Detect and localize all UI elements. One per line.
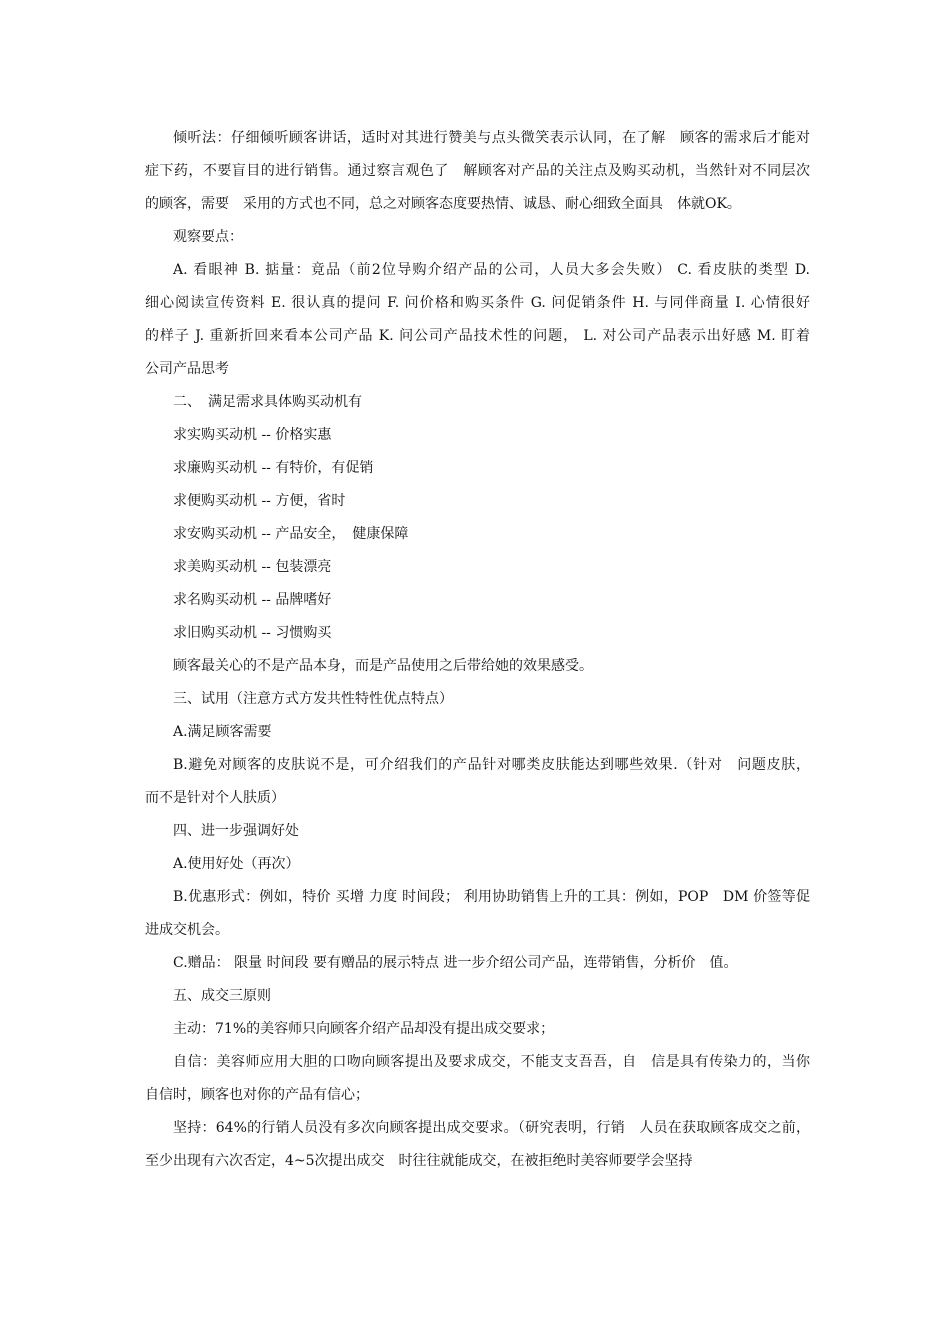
text-line: 五、成交三原则 <box>173 988 271 1004</box>
text-line: A.使用好处（再次） <box>173 856 300 872</box>
text-line: 进成交机会。 <box>145 922 229 938</box>
text-line: B.避免对顾客的皮肤说不是，可介绍我们的产品针对哪类皮肤能达到哪些效果.（针对 问题皮肤， <box>173 757 810 773</box>
text-line: 求美购买动机 -- 包装漂亮 <box>173 559 332 575</box>
text-line: 主动：71%的美容师只向顾客介绍产品却没有提出成交要求； <box>173 1021 555 1037</box>
document-body <box>145 122 810 1178</box>
text-line: C.赠品： 限量 时间段 要有赠品的展示特点 进一步介绍公司产品，连带销售，分析价 值。 <box>173 955 738 971</box>
text-line: 求廉购买动机 -- 有特价，有促销 <box>173 460 374 476</box>
text-line: 求便购买动机 -- 方便，省时 <box>173 493 346 509</box>
text-line: 求名购买动机 -- 品牌嗜好 <box>173 592 332 608</box>
text-line: 细心阅读宣传资料 E. 很认真的提问 F. 问价格和购买条件 G. 问促销条件 H. 与同伴商量 I. 心情很好 <box>145 295 810 311</box>
text-line: 三、试用（注意方式方发共性特性优点特点） <box>173 691 453 707</box>
text-line: 症下药，不要盲目的进行销售。通过察言观色了 解顾客对产品的关注点及购买动机，当然针对不同层次 <box>145 163 810 179</box>
text-line: 自信：美容师应用大胆的口吻向顾客提出及要求成交，不能支支吾吾，自 信是具有传染力的，当你 <box>173 1054 810 1070</box>
text-line: 公司产品思考 <box>145 361 229 377</box>
text-line: 观察要点： <box>173 229 243 245</box>
text-line: 自信时，顾客也对你的产品有信心； <box>145 1087 369 1103</box>
text-line: 求旧购买动机 -- 习惯购买 <box>173 625 332 641</box>
text-line: B.优惠形式：例如，特价 买增 力度 时间段； 利用协助销售上升的工具：例如，POP DM 价签等促 <box>173 889 810 905</box>
text-line: 的顾客，需要 采用的方式也不同，总之对顾客态度要热情、诚恳、耐心细致全面具 体就OK。 <box>145 196 741 212</box>
text-line: A. 看眼神 B. 掂量：竟品（前2位导购介绍产品的公司，人员大多会失败） C. 看皮肤的类型 D. <box>173 262 810 278</box>
text-line: 而不是针对个人肤质） <box>145 790 285 806</box>
text-line: 的样子 J. 重新折回来看本公司产品 K. 问公司产品技术性的问题， L. 对公司产品表示出好感 M. 盯着 <box>145 328 810 344</box>
text-line: A.满足顾客需要 <box>173 724 272 740</box>
text-line: 顾客最关心的不是产品本身，而是产品使用之后带给她的效果感受。 <box>173 658 593 674</box>
text-line: 至少出现有六次否定，4~5次提出成交 时往往就能成交，在被拒绝时美容师要学会坚持 <box>145 1153 693 1169</box>
text-line: 倾听法：仔细倾听顾客讲话，适时对其进行赞美与点头微笑表示认同，在了解 顾客的需求后才能对 <box>173 130 810 146</box>
text-line: 求实购买动机 -- 价格实惠 <box>173 427 332 443</box>
text-line: 二、 满足需求具体购买动机有 <box>173 394 362 410</box>
text-line: 四、进一步强调好处 <box>173 823 299 839</box>
text-line: 坚持：64%的行销人员没有多次向顾客提出成交要求。（研究表明，行销 人员在获取顾客成交之前， <box>173 1120 810 1136</box>
text-line: 求安购买动机 -- 产品安全， 健康保障 <box>173 526 409 542</box>
